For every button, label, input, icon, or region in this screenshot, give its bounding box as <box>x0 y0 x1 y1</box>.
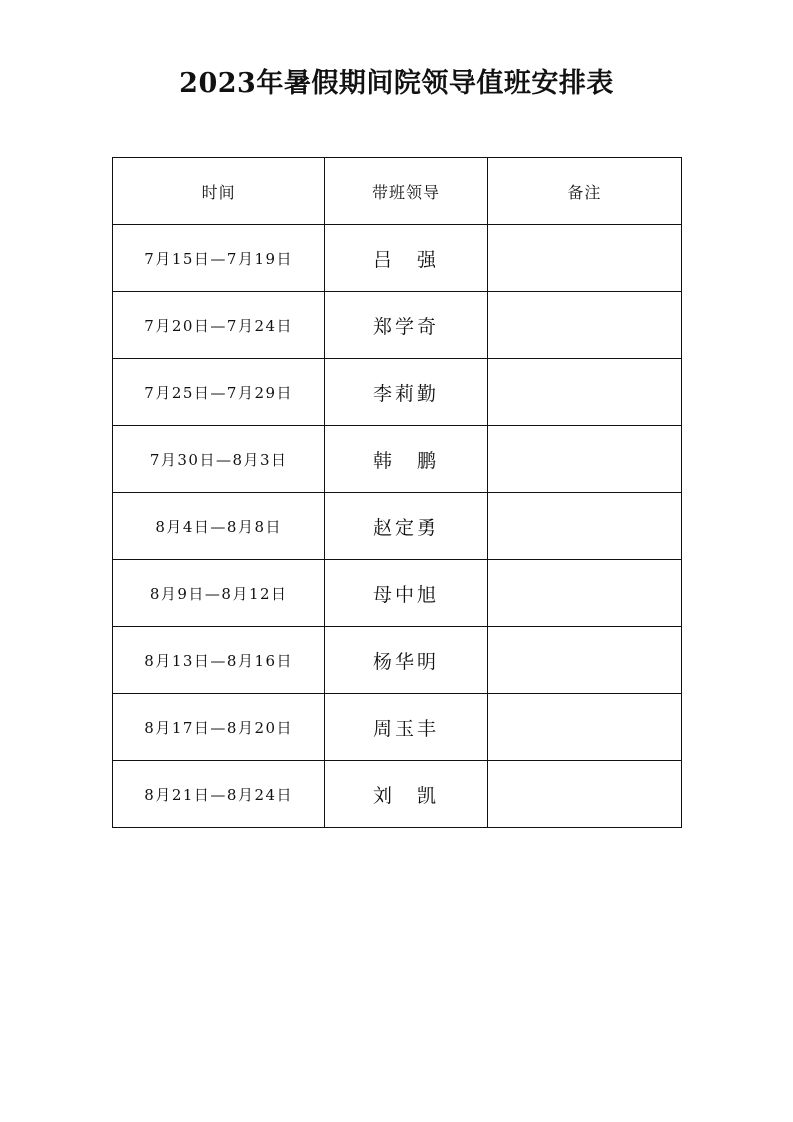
time-cell: 8月21日—8月24日 <box>113 761 325 828</box>
note-cell <box>487 560 681 627</box>
table-row <box>113 627 682 694</box>
time-cell: 7月25日—7月29日 <box>113 359 325 426</box>
table-row <box>113 493 682 560</box>
leader-cell: 母中旭 <box>325 560 487 627</box>
note-cell <box>487 761 681 828</box>
leader-cell: 周玉丰 <box>325 694 487 761</box>
header-row <box>113 158 682 225</box>
leader-cell: 郑学奇 <box>325 292 487 359</box>
table-row <box>113 359 682 426</box>
leader-cell: 赵定勇 <box>325 493 487 560</box>
time-cell: 8月4日—8月8日 <box>113 493 325 560</box>
table-row <box>113 694 682 761</box>
table-row <box>113 292 682 359</box>
header-note: 备注 <box>487 158 681 225</box>
table-row <box>113 761 682 828</box>
time-cell: 8月17日—8月20日 <box>113 694 325 761</box>
note-cell <box>487 493 681 560</box>
duty-schedule-table <box>112 157 682 828</box>
table-body <box>113 225 682 828</box>
note-cell <box>487 694 681 761</box>
leader-cell: 李莉勤 <box>325 359 487 426</box>
leader-cell: 韩 鹏 <box>325 426 487 493</box>
note-cell <box>487 627 681 694</box>
table-row <box>113 426 682 493</box>
leader-cell: 吕 强 <box>325 225 487 292</box>
table-row <box>113 225 682 292</box>
note-cell <box>487 292 681 359</box>
header-leader: 带班领导 <box>325 158 487 225</box>
leader-cell: 杨华明 <box>325 627 487 694</box>
page-title: 2023年暑假期间院领导值班安排表 <box>179 68 614 99</box>
table-row <box>113 560 682 627</box>
time-cell: 7月20日—7月24日 <box>113 292 325 359</box>
leader-cell: 刘 凯 <box>325 761 487 828</box>
time-cell: 7月30日—8月3日 <box>113 426 325 493</box>
time-cell: 8月9日—8月12日 <box>113 560 325 627</box>
header-time: 时间 <box>113 158 325 225</box>
time-cell: 8月13日—8月16日 <box>113 627 325 694</box>
note-cell <box>487 225 681 292</box>
note-cell <box>487 359 681 426</box>
table-header <box>113 158 682 225</box>
note-cell <box>487 426 681 493</box>
time-cell: 7月15日—7月19日 <box>113 225 325 292</box>
